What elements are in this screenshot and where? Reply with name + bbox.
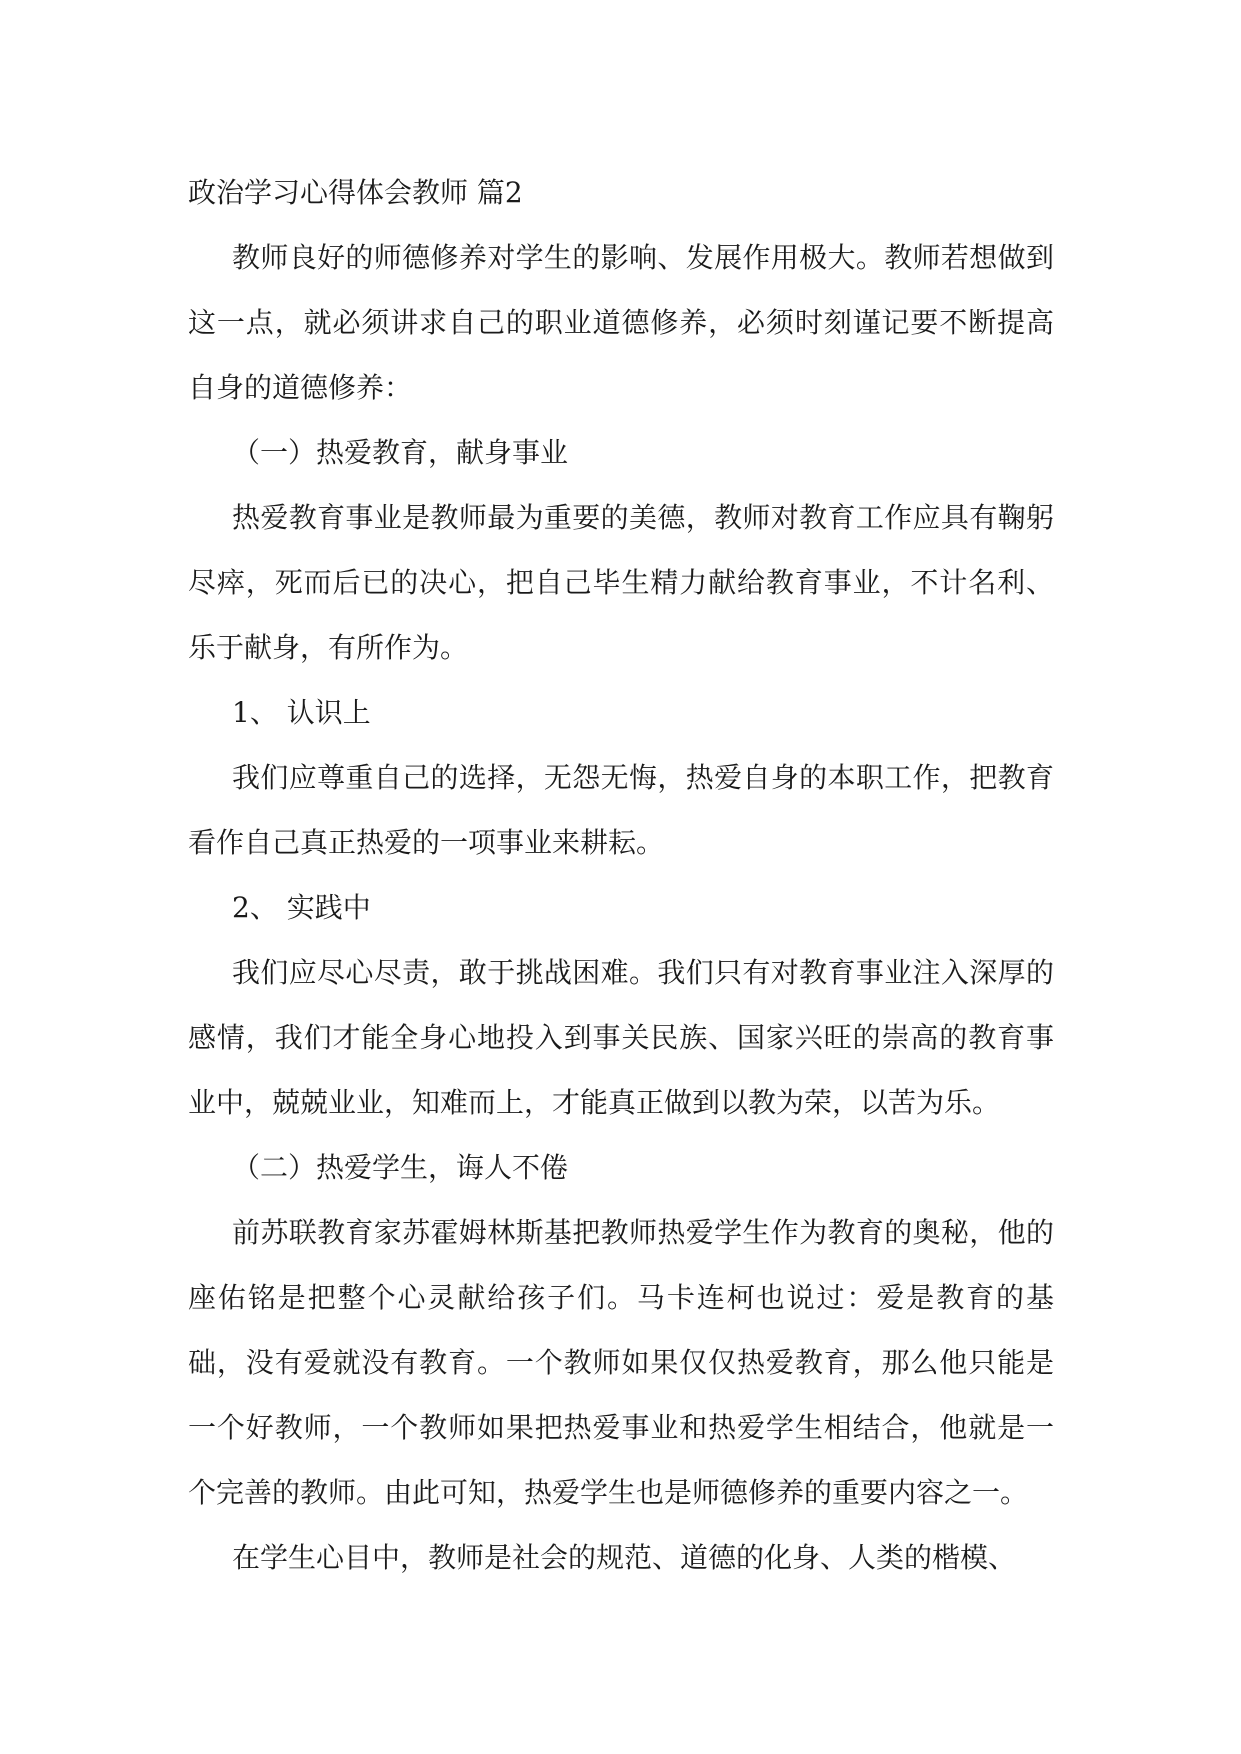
- document-body: [188, 160, 1054, 1590]
- section-heading-1: （一）热爱教育，献身事业: [232, 436, 569, 469]
- document-title: 政治学习心得体会教师 篇2: [188, 176, 523, 209]
- subheading-practice: 2、 实践中: [232, 891, 371, 924]
- paragraph-practice: 我们应尽心尽责，敢于挑战困难。我们只有对教育事业注入深厚的感情，我们才能全身心地投入到事关民族、国家兴旺的崇高的教育事业中，兢兢业业，知难而上，才能真正做到以教为荣，以苦为乐。: [188, 956, 1054, 1119]
- subheading-understanding: 1、 认识上: [232, 696, 371, 729]
- paragraph-teacher-role: 在学生心目中，教师是社会的规范、道德的化身、人类的楷模、: [232, 1541, 1017, 1574]
- paragraph-understanding: 我们应尊重自己的选择，无怨无悔，热爱自身的本职工作，把教育看作自己真正热爱的一项事业来耕耘。: [188, 761, 1054, 859]
- paragraph-love-students: 前苏联教育家苏霍姆林斯基把教师热爱学生作为教育的奥秘，他的座佑铭是把整个心灵献给孩子们。马卡连柯也说过：爱是教育的基础，没有爱就没有教育。一个教师如果仅仅热爱教育，那么他只能是一个好教师，一个教师如果把热爱事业和热爱学生相结合，他就是一个完善的教师。由此可知，热爱学生也是师德修养的重要内容之一。: [188, 1216, 1054, 1509]
- paragraph-intro: 教师良好的师德修养对学生的影响、发展作用极大。教师若想做到这一点，就必须讲求自己的职业道德修养，必须时刻谨记要不断提高自身的道德修养：: [188, 241, 1054, 404]
- paragraph-love-education: 热爱教育事业是教师最为重要的美德，教师对教育工作应具有鞠躬尽瘁，死而后已的决心，把自己毕生精力献给教育事业，不计名利、乐于献身，有所作为。: [188, 501, 1054, 664]
- section-heading-2: （二）热爱学生，诲人不倦: [232, 1151, 569, 1184]
